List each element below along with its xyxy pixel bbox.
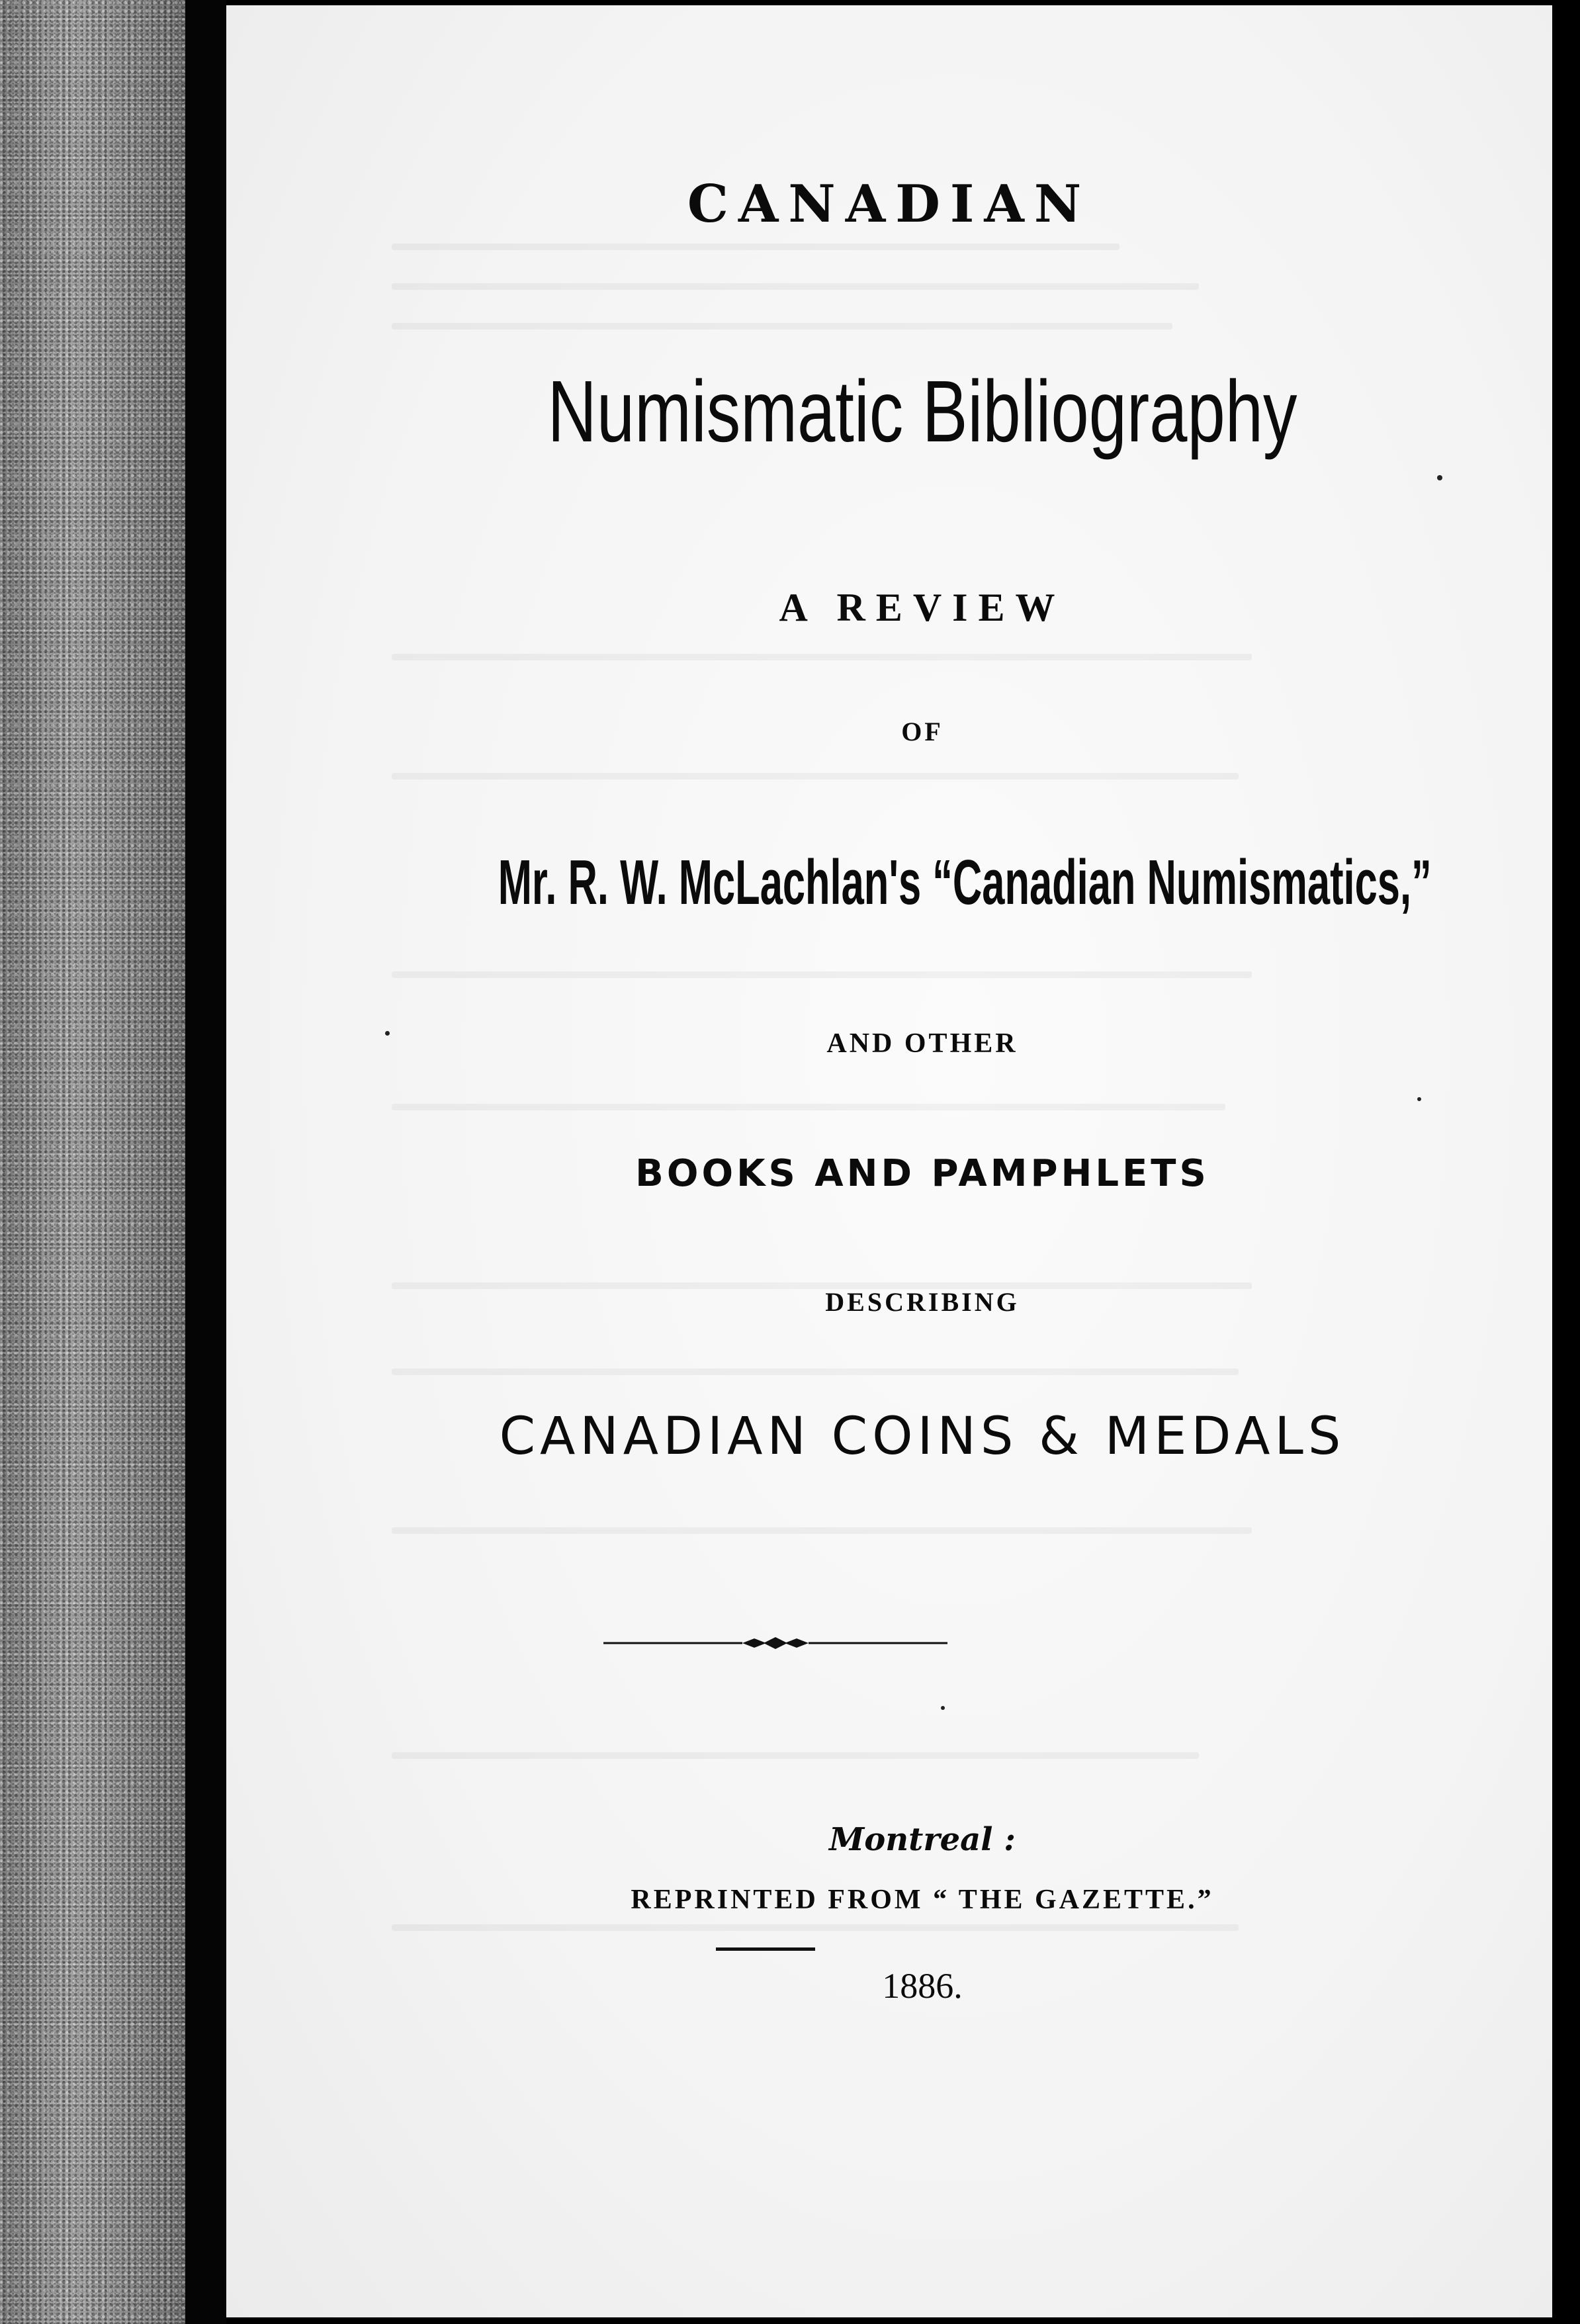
- show-through-line: [392, 1752, 1199, 1759]
- coins-medals-line: CANADIAN COINS & MEDALS: [499, 1407, 1346, 1466]
- of-line: OF: [901, 717, 944, 746]
- reprint-line: REPRINTED FROM “ THE GAZETTE.”: [631, 1885, 1214, 1915]
- place-line: Montreal :: [829, 1821, 1016, 1858]
- scan-speck: [1417, 1097, 1421, 1101]
- books-line: BOOKS AND PAMPHLETS: [635, 1152, 1209, 1195]
- book-binding: [0, 0, 185, 2324]
- show-through-line: [392, 244, 1119, 250]
- heading: CANADIAN: [687, 174, 1092, 234]
- year-line: 1886.: [882, 1966, 963, 2006]
- show-through-line: [392, 1368, 1239, 1375]
- show-through-line: [392, 773, 1239, 780]
- review-line: A REVIEW: [779, 586, 1066, 629]
- describing-line: DESCRIBING: [825, 1287, 1020, 1317]
- page-edge-shadow: [185, 0, 226, 2324]
- show-through-line: [392, 1924, 1239, 1931]
- scan-speck: [941, 1706, 945, 1710]
- subject-line: Mr. R. W. McLachlan's “Canadian Numismatics,”: [498, 847, 1432, 918]
- short-rule: [716, 1947, 815, 1951]
- show-through-line: [392, 323, 1172, 330]
- show-through-line: [392, 283, 1199, 290]
- show-through-line: [392, 654, 1252, 660]
- main-title: Numismatic Bibliography: [547, 363, 1297, 460]
- scan-speck: [1437, 475, 1442, 480]
- title-page: [226, 5, 1552, 2317]
- show-through-line: [392, 971, 1252, 978]
- ornamental-rule: [603, 1633, 947, 1653]
- scan-speck: [385, 1031, 390, 1036]
- show-through-line: [392, 1104, 1225, 1110]
- and-other-line: AND OTHER: [826, 1028, 1018, 1059]
- show-through-line: [392, 1527, 1252, 1534]
- show-through-line: [392, 1282, 1252, 1289]
